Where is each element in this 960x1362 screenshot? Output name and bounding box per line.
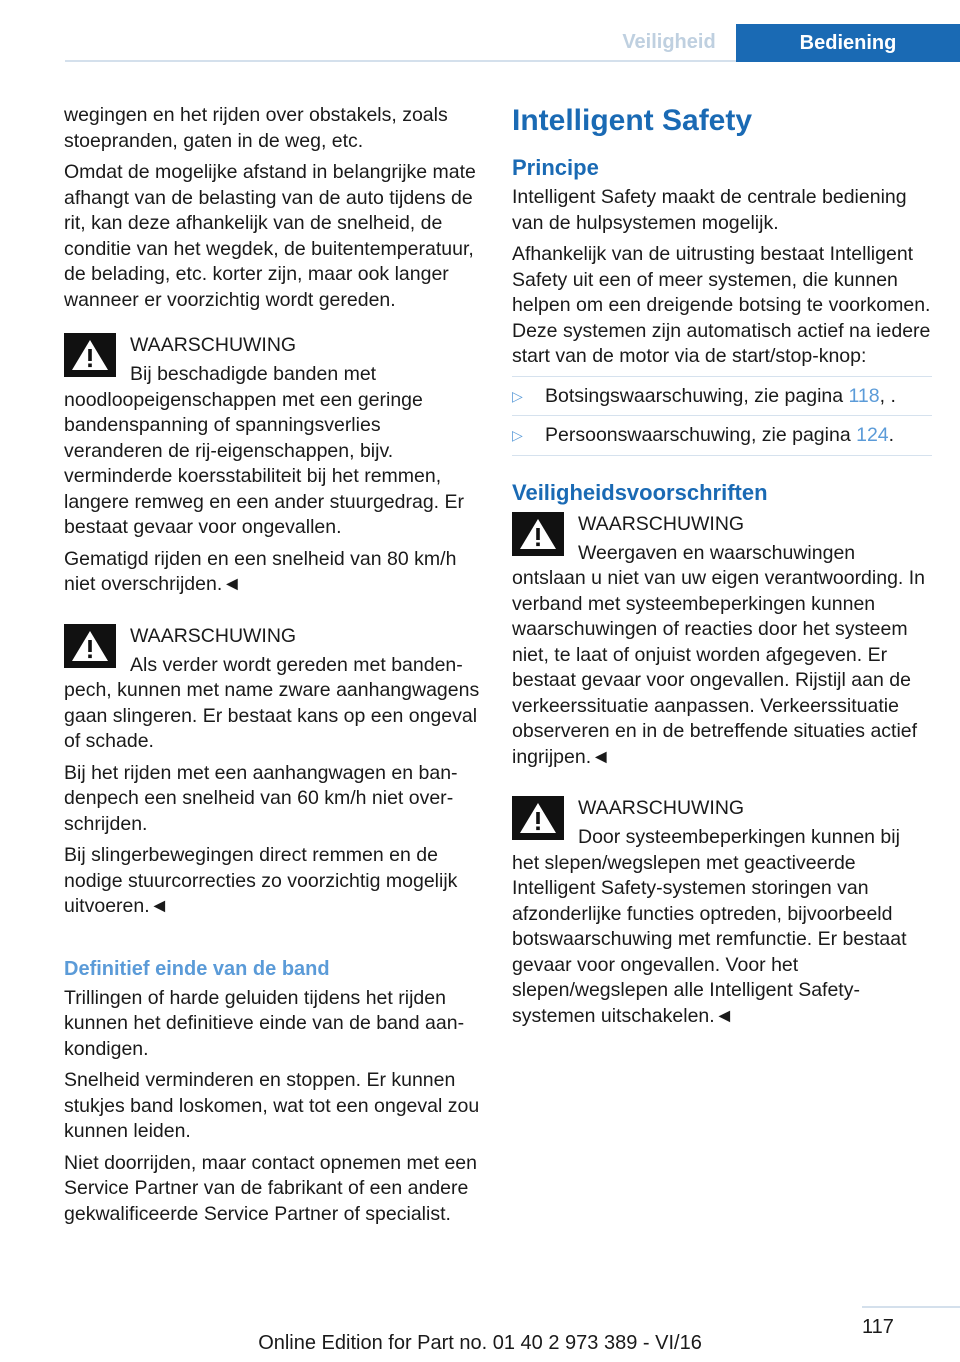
header-tab-veiligheid[interactable]: Veiligheid bbox=[622, 31, 716, 53]
triangle-bullet-icon: ▷ bbox=[512, 427, 523, 443]
section-heading-principe: Principe bbox=[512, 155, 599, 180]
page-number: 117 bbox=[862, 1316, 894, 1338]
warning-triangle-icon bbox=[64, 624, 116, 668]
warning-triangle-icon bbox=[512, 796, 564, 840]
paragraph: Snelheid verminderen en stoppen. Er kunnen stukjes band loskomen, wat tot een ongeval zou kunnen leiden. bbox=[64, 1069, 480, 1142]
system-list bbox=[512, 376, 932, 456]
section-heading-veiligheidsvoorschriften: Veiligheidsvoorschriften bbox=[512, 479, 768, 505]
list-item-text: Persoonswaarschuwing, zie pagina 124. bbox=[545, 424, 895, 446]
paragraph: Trillingen of harde geluiden tijdens het rijden kunnen het definitieve einde van de band aankondigen. bbox=[64, 986, 465, 1060]
warning-text: Bij beschadigde banden met noodloopeigenschappen met een geringe bandenspanning of spanningsverlies veranderen de rij-eigenschappen, bijv. verminderde koersstabiliteit bij het remmen, langere remweg en een ander stuurgedrag. Er bestaat gevaar voor ongevallen. bbox=[64, 363, 464, 538]
footer-rule bbox=[862, 1306, 960, 1308]
warning-triangle-icon bbox=[512, 512, 564, 556]
warning-text: Als verder wordt gereden met bandenpech, kunnen met name zware aanhangwagens gaan slingeren. Er bestaat kans op een ongeval of schade. bbox=[64, 653, 480, 752]
paragraph: wegingen en het rijden over obstakels, zoals stoepranden, gaten in de weg, etc. bbox=[64, 104, 448, 152]
page-title: Intelligent Safety bbox=[512, 104, 753, 137]
left-column bbox=[64, 103, 482, 1233]
warning-title: WAARSCHUWING bbox=[130, 334, 297, 356]
warning-text: Gematigd rijden en een snelheid van 80 km/h niet overschrijden.◄ bbox=[64, 547, 457, 595]
warning-title: WAARSCHUWING bbox=[578, 512, 745, 535]
paragraph: Intelligent Safety maakt de centrale bediening van de hulpsystemen mogelijk. bbox=[512, 186, 907, 234]
warning-text: Bij het rijden met een aanhangwagen en bandenpech een snelheid van 60 km/h niet overschrijden. bbox=[64, 761, 458, 835]
right-column bbox=[512, 103, 932, 1041]
warning-block bbox=[512, 512, 932, 777]
warning-title: WAARSCHUWING bbox=[130, 624, 297, 647]
edition-footer: Online Edition for Part no. 01 40 2 973 389 - VI/16 bbox=[258, 1332, 702, 1354]
warning-block bbox=[64, 624, 482, 926]
list-item-text: Botsingswaarschuwing, zie pagina 118, . bbox=[545, 384, 896, 407]
paragraph: Niet doorrijden, maar contact opnemen met een Service Partner van de fabrikant of een andere gekwalificeerde Service Partner of specialist. bbox=[64, 1151, 477, 1225]
page-link[interactable]: 124 bbox=[856, 424, 889, 446]
warning-triangle-icon bbox=[64, 333, 116, 377]
triangle-bullet-icon: ▷ bbox=[512, 387, 523, 404]
warning-block bbox=[64, 333, 482, 604]
header-tab-bediening[interactable]: Bediening bbox=[736, 24, 960, 62]
list-item bbox=[512, 376, 932, 416]
paragraph: Omdat de mogelijke afstand in belangrijke mate afhangt van de belasting van de auto tijdens de rit, kan deze afhankelijk van de snelheid, de conditie van het wegdek, de buitentemperatuur, de belading, etc. korter zijn, maar ook langer wanneer er voorzichtig wordt gereden. bbox=[64, 161, 476, 311]
warning-text: Bij slingerbewegingen direct remmen en de nodige stuurcorrecties zo voorzichtig mogelijk uitvoeren.◄ bbox=[64, 844, 458, 917]
paragraph: Afhankelijk van de uitrusting bestaat Intelligent Safety uit een of meer systemen, die kunnen helpen om een dreigende botsing te voorkomen. Deze systemen zijn automatisch actief na iedere start van de motor via de start/stop-knop: bbox=[512, 243, 931, 367]
warning-block bbox=[512, 796, 932, 1035]
section-subheading: Definitief einde van de band bbox=[64, 957, 330, 980]
warning-text: Weergaven en waarschuwingen ontslaan u niet van uw eigen verantwoording. In verband met systeembeperkingen kunnen waarschuwingen of reacties door het systeem niet, te laat of onjuist worden afgegeven. Er bestaat gevaar voor ongevallen. Rijstijl aan de verkeerssituatie aanpassen. Verkeerssituatie observeren en in de betreffende situaties actief ingrijpen.◄ bbox=[512, 541, 926, 768]
list-item bbox=[512, 415, 932, 456]
warning-title: WAARSCHUWING bbox=[578, 797, 745, 819]
page-link[interactable]: 118 bbox=[848, 384, 880, 407]
warning-text: Door systeembeperkingen kunnen bij het slepen/wegslepen met geactiveerde Intelligent Safety-systemen storingen van afzonderlijke functies optreden, bijvoorbeeld botswaarschuwing met remfunctie. Er bestaat gevaar voor ongevallen. Voor het slepen/wegslepen alle Intelligent Safety-systemen uitschakelen.◄ bbox=[512, 826, 907, 1027]
